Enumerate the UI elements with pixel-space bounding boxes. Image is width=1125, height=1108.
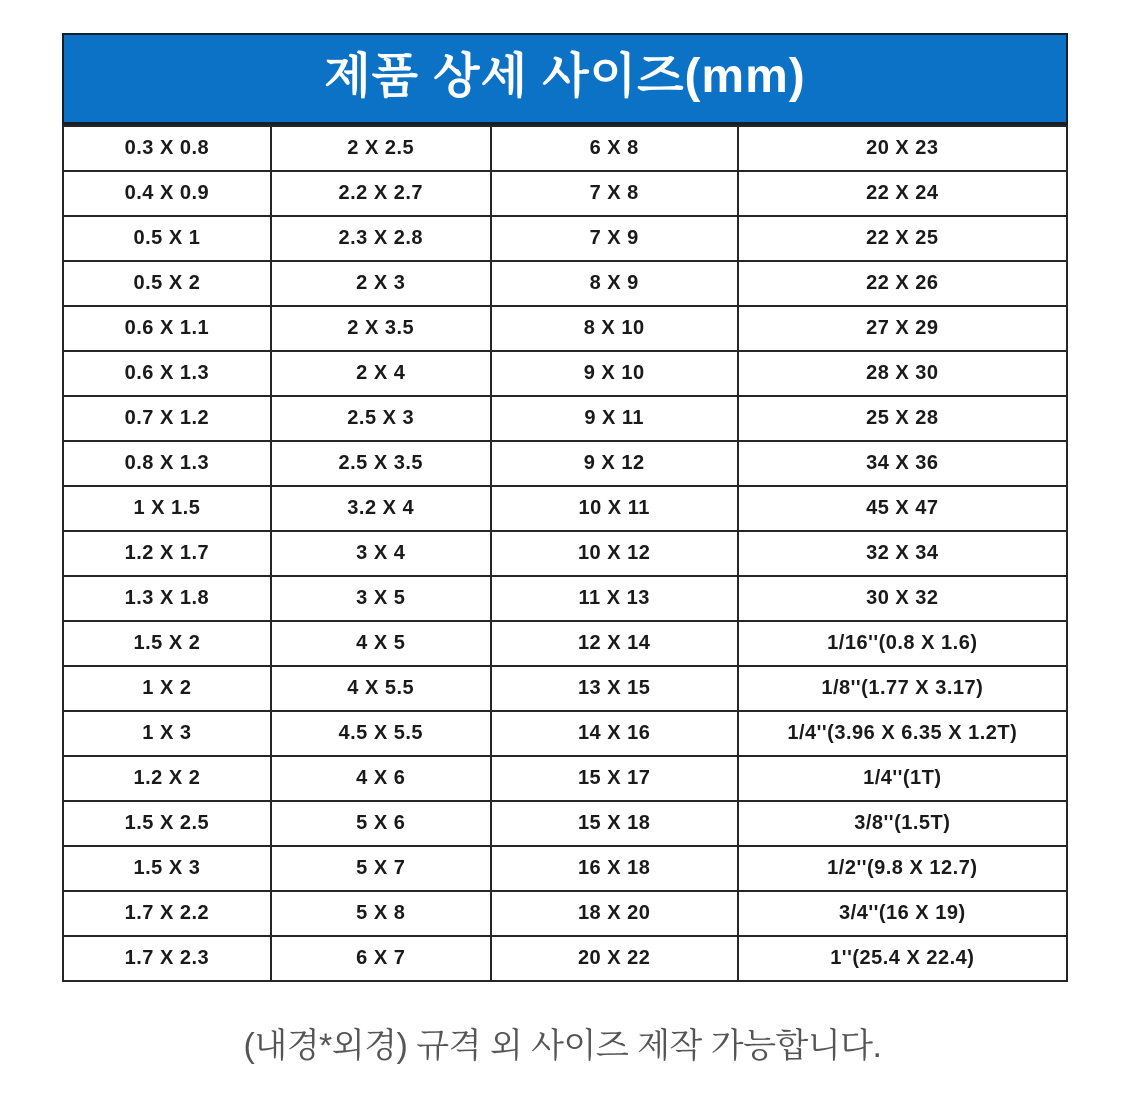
size-cell: 15 X 17 xyxy=(491,756,738,801)
size-cell: 7 X 9 xyxy=(491,216,738,261)
size-cell: 1.5 X 3 xyxy=(63,846,271,891)
size-cell: 2 X 3.5 xyxy=(271,306,491,351)
size-cell: 45 X 47 xyxy=(738,486,1067,531)
size-cell: 30 X 32 xyxy=(738,576,1067,621)
table-row xyxy=(63,396,1067,441)
size-cell: 15 X 18 xyxy=(491,801,738,846)
size-cell: 3 X 5 xyxy=(271,576,491,621)
size-cell: 0.3 X 0.8 xyxy=(63,126,271,171)
size-cell: 20 X 23 xyxy=(738,126,1067,171)
size-cell: 18 X 20 xyxy=(491,891,738,936)
size-cell: 28 X 30 xyxy=(738,351,1067,396)
size-cell: 5 X 8 xyxy=(271,891,491,936)
size-cell: 34 X 36 xyxy=(738,441,1067,486)
size-cell: 2.3 X 2.8 xyxy=(271,216,491,261)
size-cell: 2 X 2.5 xyxy=(271,126,491,171)
size-cell: 1 X 3 xyxy=(63,711,271,756)
size-cell: 1/2''(9.8 X 12.7) xyxy=(738,846,1067,891)
size-cell: 1.5 X 2.5 xyxy=(63,801,271,846)
size-cell: 1.3 X 1.8 xyxy=(63,576,271,621)
size-cell: 1''(25.4 X 22.4) xyxy=(738,936,1067,981)
size-cell: 6 X 8 xyxy=(491,126,738,171)
size-cell: 14 X 16 xyxy=(491,711,738,756)
size-cell: 3/4''(16 X 19) xyxy=(738,891,1067,936)
table-row xyxy=(63,891,1067,936)
size-cell: 0.5 X 2 xyxy=(63,261,271,306)
size-cell: 0.8 X 1.3 xyxy=(63,441,271,486)
table-row xyxy=(63,126,1067,171)
table-row xyxy=(63,441,1067,486)
size-cell: 1/4''(1T) xyxy=(738,756,1067,801)
size-cell: 8 X 9 xyxy=(491,261,738,306)
size-sheet xyxy=(62,33,1068,982)
size-cell: 3.2 X 4 xyxy=(271,486,491,531)
size-cell: 27 X 29 xyxy=(738,306,1067,351)
size-cell: 13 X 15 xyxy=(491,666,738,711)
size-cell: 25 X 28 xyxy=(738,396,1067,441)
table-row xyxy=(63,936,1067,981)
size-table xyxy=(62,125,1068,982)
table-row xyxy=(63,261,1067,306)
table-row xyxy=(63,756,1067,801)
size-cell: 1.7 X 2.2 xyxy=(63,891,271,936)
table-row xyxy=(63,216,1067,261)
size-cell: 1 X 1.5 xyxy=(63,486,271,531)
size-cell: 4 X 6 xyxy=(271,756,491,801)
table-row xyxy=(63,171,1067,216)
size-cell: 1.5 X 2 xyxy=(63,621,271,666)
size-cell: 10 X 12 xyxy=(491,531,738,576)
table-row xyxy=(63,666,1067,711)
size-cell: 1/4''(3.96 X 6.35 X 1.2T) xyxy=(738,711,1067,756)
size-cell: 5 X 7 xyxy=(271,846,491,891)
size-cell: 2.2 X 2.7 xyxy=(271,171,491,216)
size-cell: 7 X 8 xyxy=(491,171,738,216)
size-cell: 4.5 X 5.5 xyxy=(271,711,491,756)
size-cell: 0.5 X 1 xyxy=(63,216,271,261)
table-row xyxy=(63,351,1067,396)
size-cell: 1/16''(0.8 X 1.6) xyxy=(738,621,1067,666)
size-table-body xyxy=(63,126,1067,981)
size-cell: 22 X 24 xyxy=(738,171,1067,216)
table-row xyxy=(63,576,1067,621)
size-cell: 1/8''(1.77 X 3.17) xyxy=(738,666,1067,711)
size-cell: 2.5 X 3 xyxy=(271,396,491,441)
table-row xyxy=(63,531,1067,576)
size-cell: 2.5 X 3.5 xyxy=(271,441,491,486)
size-cell: 1 X 2 xyxy=(63,666,271,711)
size-cell: 1.2 X 1.7 xyxy=(63,531,271,576)
size-cell: 4 X 5.5 xyxy=(271,666,491,711)
size-cell: 11 X 13 xyxy=(491,576,738,621)
table-row xyxy=(63,801,1067,846)
size-cell: 10 X 11 xyxy=(491,486,738,531)
table-row xyxy=(63,711,1067,756)
table-row xyxy=(63,621,1067,666)
table-title-bar xyxy=(62,33,1068,125)
size-cell: 16 X 18 xyxy=(491,846,738,891)
table-row xyxy=(63,486,1067,531)
size-cell: 9 X 11 xyxy=(491,396,738,441)
size-cell: 5 X 6 xyxy=(271,801,491,846)
table-row xyxy=(63,846,1067,891)
size-cell: 32 X 34 xyxy=(738,531,1067,576)
size-cell: 20 X 22 xyxy=(491,936,738,981)
size-cell: 0.6 X 1.1 xyxy=(63,306,271,351)
size-cell: 0.6 X 1.3 xyxy=(63,351,271,396)
size-cell: 9 X 10 xyxy=(491,351,738,396)
size-cell: 4 X 5 xyxy=(271,621,491,666)
size-cell: 2 X 3 xyxy=(271,261,491,306)
size-cell: 0.7 X 1.2 xyxy=(63,396,271,441)
footer-note: (내경*외경) 규격 외 사이즈 제작 가능합니다. xyxy=(243,1027,882,1065)
size-cell: 0.4 X 0.9 xyxy=(63,171,271,216)
table-row xyxy=(63,306,1067,351)
size-cell: 8 X 10 xyxy=(491,306,738,351)
size-cell: 22 X 25 xyxy=(738,216,1067,261)
size-cell: 22 X 26 xyxy=(738,261,1067,306)
size-cell: 12 X 14 xyxy=(491,621,738,666)
size-cell: 3/8''(1.5T) xyxy=(738,801,1067,846)
size-cell: 6 X 7 xyxy=(271,936,491,981)
size-cell: 2 X 4 xyxy=(271,351,491,396)
size-cell: 1.7 X 2.3 xyxy=(63,936,271,981)
page-title: 제품 상세 사이즈(mm) xyxy=(324,49,806,103)
size-cell: 1.2 X 2 xyxy=(63,756,271,801)
size-cell: 9 X 12 xyxy=(491,441,738,486)
size-cell: 3 X 4 xyxy=(271,531,491,576)
